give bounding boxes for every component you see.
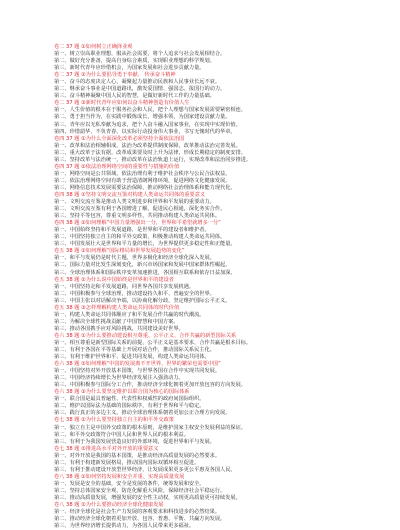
answer-line: 第一、改革和法治相辅相成，法治为改革提供制度保障，改革推动法治完善发展。: [54, 142, 241, 149]
question-heading: 卷六 38 题 ①为什么要推动建设相互尊重、公平正义、合作共赢的新型国际关系: [54, 332, 237, 339]
answer-line: 第二、中国积极参与全球治理，推动建设持久和平、普遍安全的世界。: [54, 290, 215, 297]
answer-line: 第一、中国坚持走和平发展道路，同世界各国共享发展机遇。: [54, 283, 195, 290]
question-heading: 卷五 38 题 ①如何理解“国际格局和世界发展趋势的变化”: [54, 248, 185, 255]
question-heading: 卷七 38 题 ①为什么要坚持独立自主的和平外交政策: [54, 417, 174, 424]
question-heading: 卷四 38 题 ①坚持文明交流互鉴对构建人类命运共同体的重要意义: [54, 191, 206, 198]
question-heading: 卷四 37 题 ①为什么全面深化改革必须坚持全面依法治国: [54, 135, 185, 142]
answer-line: 第二、有利于各国在平等基础上开展对话合作，推动国际关系民主化。: [54, 347, 215, 354]
answer-line: 第三、全球治理体系和国际秩序变革加速推进，各国相互联系和依存日益加深。: [54, 269, 236, 276]
answer-line: 第一、中国坚持对外开放基本国策，与世界各国在合作中实现共同发展。: [54, 368, 221, 375]
answer-line: 第三、推动高质量发展，增强发展的安全性主动权，实现更高质量更可持续发展。: [54, 495, 241, 501]
question-heading: 卷八 38 题 ①如何坚持发展和安全并重、实现高质量发展: [54, 473, 185, 480]
answer-line: 第二、维护以国际法为基础的国际秩序，有利于世界和平与稳定。: [54, 403, 205, 410]
question-heading: 卷五 38 题 ②为什么说中国始终是世界和平的建设者: [54, 276, 174, 283]
question-heading: 卷五 38 题 ③怎样理解构建人类命运共同体的时代价值: [54, 304, 180, 311]
answer-line: 第一、奋斗的态度决定人心，凝聚起力量推动民族和人民事业长远不衰。: [54, 79, 221, 86]
question-heading: 卷二 37 题 ②为什么要倡导勇于奉献、 传承奋斗精神: [54, 72, 176, 79]
question-heading: 卷六 38 题 ③为什么要坚定维护以联合国为核心的国际体系: [54, 389, 190, 396]
answer-line: 第三、奋斗精神凝聚中国人民的智慧，是做好新时代工作的力量基础。: [54, 93, 215, 100]
answer-line: 第三、推动各国携手应对风险挑战，共同建设美好世界。: [54, 325, 184, 332]
question-heading: 卷八 38 题 ②为什么要推动经济全球化健康发展: [54, 502, 164, 509]
answer-line: 第三、有利于维护世界和平、促进共同发展，构建人类命运共同体。: [54, 354, 210, 361]
answer-line: 第四、珍惜韶华，不负青春，以实际行动投身伟大事业，书写无愧时代的华章。: [54, 128, 236, 135]
answer-line: 第二、重大改革于法有据，改革成果要及时上升为法律，形成长期稳定的制度安排。: [54, 149, 246, 156]
answer-line: 第二、推动经济全球化朝着更加开放、包容、普惠、平衡、共赢方向发展。: [54, 516, 226, 523]
answer-line: 第二、中国经济持续增长为世界经济发展注入强劲动力。: [54, 375, 184, 382]
question-heading: 卷四 38 题 ②如何理解“中国力量增强出一分，世界和平希望就增多一分”: [54, 220, 221, 227]
question-heading: 卷二 37 题 ③新时代青年应如何以奋斗精神创造有价值人生: [54, 100, 190, 107]
answer-line: 第三、坚持平等包容，尊重文明多样性，共同推动构建人类命运共同体。: [54, 213, 221, 220]
answer-line: 第二、中国坚持独立自主的和平外交政策，积极推动构建人类命运共同体。: [54, 234, 226, 241]
answer-line: 第二、文明交流互鉴有利于各国增进了解，促进民心相通，深化务实合作。: [54, 206, 226, 213]
answer-line: 第二、有利于构建新发展格局，推动国内国际双循环相互促进。: [54, 459, 200, 466]
answer-line: 第一、独立自主是中国外交政策的根本原则，是维护国家主权安全发展利益的保证。: [54, 424, 246, 431]
answer-line: 第一、人生价值的根本在于服务社会和人民，把个人理想与国家发展需要紧密相连。: [54, 107, 246, 114]
answer-line: 第一、对外开放是我国的基本国策，是推动经济高质量发展的必然要求。: [54, 452, 221, 459]
answer-line: 第一、构建人类命运共同体顺应了和平发展合作共赢的时代潮流。: [54, 311, 205, 318]
question-heading: 卷二 37 题 ①如何树立正确择业观: [54, 44, 133, 50]
answer-line: 第一、相互尊重是新型国际关系的前提，公平正义是基本要求，合作共赢是根本目标。: [54, 339, 252, 346]
answer-line: 第二、国际力量对比发生深刻变化，新兴市场国家和发展中国家群体性崛起。: [54, 262, 231, 269]
answer-line: 第一、文明交流互鉴是推动人类文明进步和世界和平发展的重要动力。: [54, 199, 215, 206]
answer-line: 第一、和平与发展仍是时代主题，世界多极化和经济全球化深入发展。: [54, 255, 215, 262]
question-heading: 卷四 37 题 ②依法治理网络空间的重要性与措施的价值: [54, 163, 180, 170]
question-heading: 卷七 38 题 ②推进高水平对外开放的重要意义: [54, 445, 159, 452]
answer-line: 第一、中国始终坚持和平发展道路，是世界和平的建设者和维护者。: [54, 227, 210, 234]
answer-line: 第三、青年应以无私奉献为追求，把个人奋斗融入国家事业，在实现中实现价值。: [54, 121, 241, 128]
answer-line: 第一、网络空间是公共领域，依法治理有利于维护社会秩序与公民合法权益。: [54, 170, 231, 177]
answer-line: 第三、网络信息技术发展需要法治保障，推动网络社会治理体系和能力现代化。: [54, 184, 236, 191]
answer-line: 第二、勇于担当作为，在实践中锻炼成长，增强本领，为国家建设贡献力量。: [54, 114, 231, 121]
answer-line: 第二、继承奋斗事业是中国道路讯，激发爱国情、强国志、报国行的动力。: [54, 86, 226, 93]
answer-line: 第三、新时代青年应珍惜机会，为国家发展和社会进步贡献力量。: [54, 65, 205, 72]
answer-line: 第三、有利于为我国发展营造良好的外部环境，促进世界和平与发展。: [54, 438, 215, 445]
answer-line: 第三、坚持改革与法治统一，推动改革在法治轨道上运行，实现改革和法治同步推进。: [54, 156, 252, 163]
answer-line: 第一、发展是安全的基础，安全是发展的条件，统筹发展和安全。: [54, 480, 205, 487]
answer-line: 第二、坚持总体国家安全观，防范化解重大风险，保障经济社会平稳运行。: [54, 487, 226, 494]
answer-line: 第三、有利于推动建设开放型世界经济，让发展成果更多更公平惠及各国人民。: [54, 466, 236, 473]
answer-line: 第三、中国发展壮大是世界和平力量的增长，为世界提供更多稳定性和正能量。: [54, 241, 236, 248]
answer-line: 第一、联合国是最具普遍性、代表性和权威性的政府间国际组织。: [54, 396, 205, 403]
answer-line: 第二、依法治理网络空间有助于营造清朗网络环境，促进网络文化健康发展。: [54, 177, 231, 184]
answer-line: 第二、和平外交政策符合中国人民和世界人民的根本利益。: [54, 431, 189, 438]
answer-line: 第二、为解决全球性挑战贡献了中国智慧和中国方案。: [54, 318, 179, 325]
answer-line: 第三、中国主张以对话解决争端，以协商化解分歧，坚定维护国际公平正义。: [54, 297, 231, 304]
answer-line: 第一、经济全球化是社会生产力发展的客观要求和科技进步的必然结果。: [54, 509, 221, 516]
answer-line: 第三、为世界经济增长提供动力，为各国人民带来更多福祉。: [54, 523, 195, 530]
answer-line: 第三、践行真正的多边主义，推动全球治理体系朝着更加公正合理方向发展。: [54, 410, 231, 417]
answer-line: 第二、做好充分准备，提高自身综合素质，实现职业理想的科学规划。: [54, 58, 215, 65]
answer-line: 第三、中国积极参与国际分工合作，推动经济全球化朝着更加开放包容的方向发展。: [54, 382, 246, 389]
answer-line: 第一、树立崇高职业理想，服从社会需要，将个人追求与社会发展相结合。: [54, 51, 226, 58]
question-heading: 卷六 38 题 ②如何理解“中国的发展离不开世界，世界的繁荣也需要中国”: [54, 361, 221, 368]
